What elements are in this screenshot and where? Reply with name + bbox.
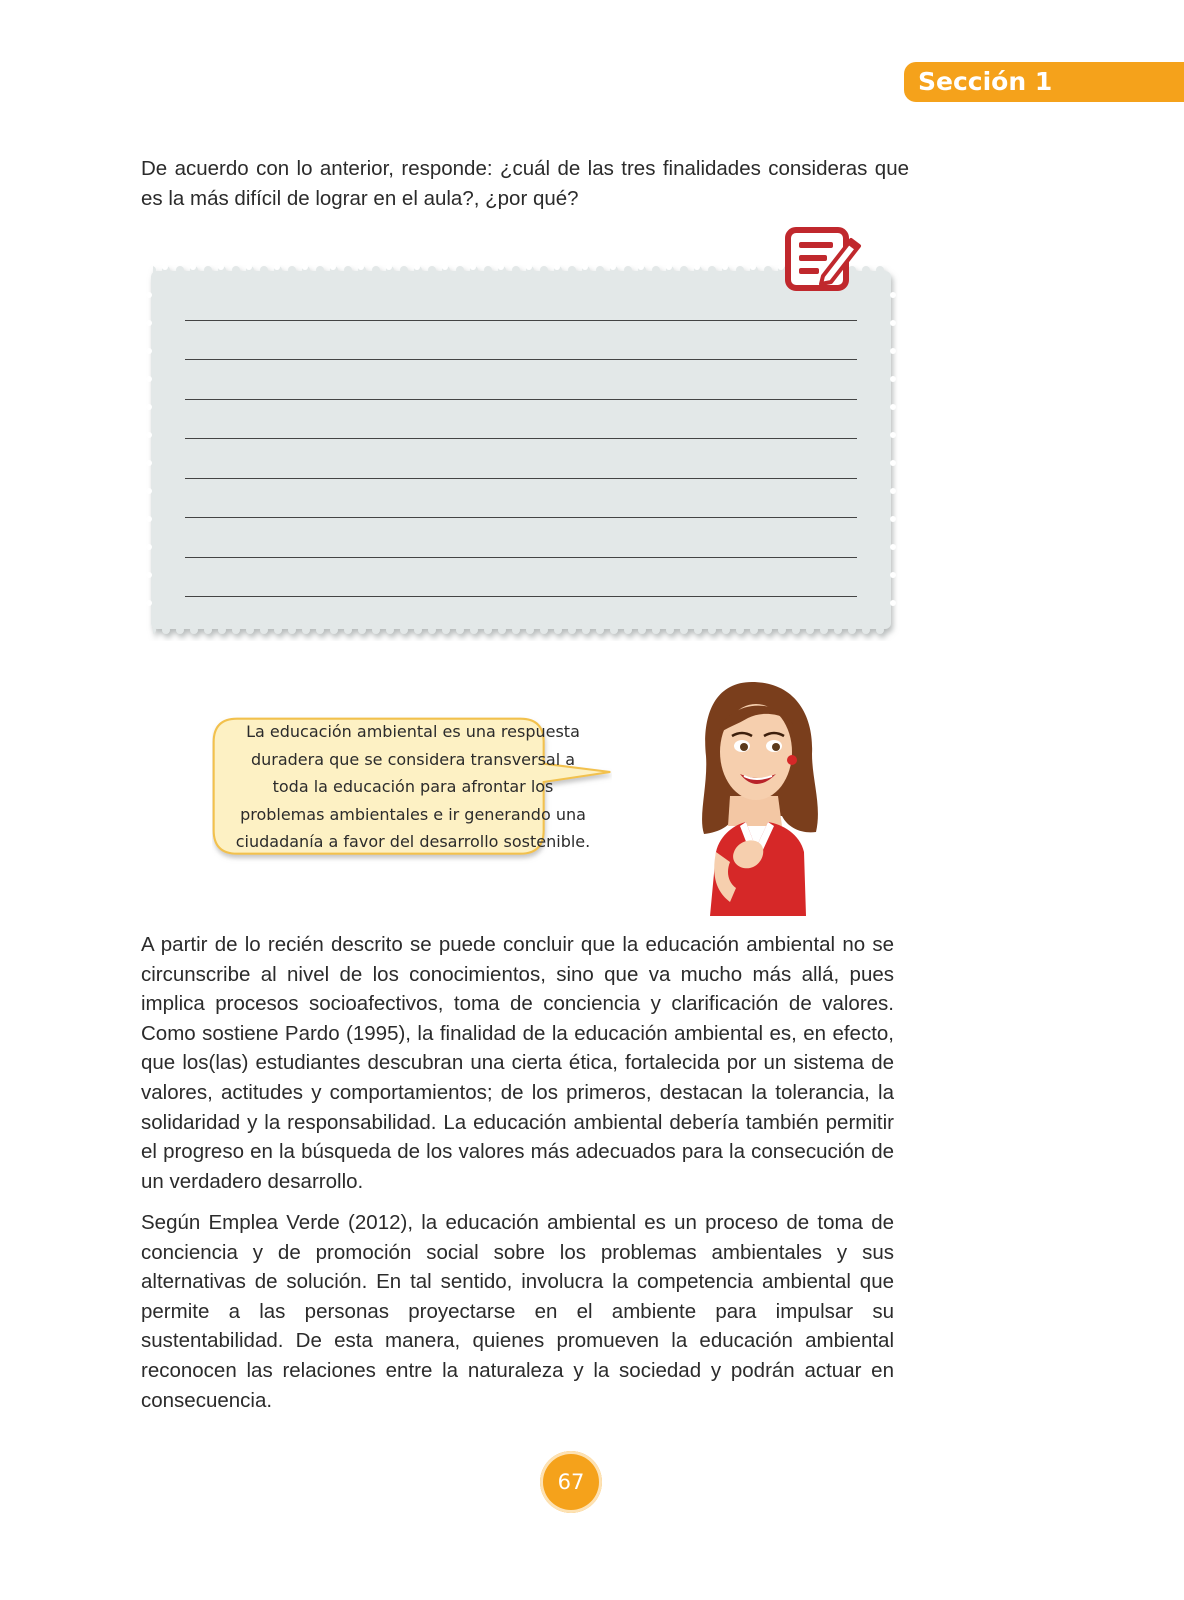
- answer-line: [185, 557, 857, 558]
- section-label: Sección 1: [918, 67, 1053, 96]
- answer-box-frame: [145, 265, 905, 641]
- section-tab: [904, 62, 1184, 102]
- question-prompt: De acuerdo con lo anterior, responde: ¿cuál de las tres finalidades consideras que es la más difícil de lograr en el aula?, ¿por qué?: [141, 157, 909, 210]
- answer-line: [185, 320, 857, 321]
- speech-bubble-text: La educación ambiental es una respuesta duradera que se considera transversal a toda la educación para afrontar los problemas ambientales e ir generando una ciudadanía a favor del desarrollo sostenible.: [235, 722, 591, 851]
- body-paragraph-2: Según Emplea Verde (2012), la educación ambiental es un proceso de toma de conciencia y de promoción social sobre los problemas ambientales y sus alternativas de solución. En tal sentido, involucra la competencia ambiental que permite a las personas proyectarse en el ambiente para impulsar su sustentabilidad. De esta manera, quienes promueven la educación ambiental reconocen las relaciones entre la naturaleza y la sociedad y podrán actuar en consecuencia.: [141, 1211, 894, 1412]
- page-number: 67: [557, 1470, 585, 1494]
- teacher-character-illustration: [690, 676, 825, 916]
- answer-line: [185, 359, 857, 360]
- answer-line: [185, 517, 857, 518]
- answer-line: [185, 596, 857, 597]
- answer-box[interactable]: [145, 265, 905, 641]
- edit-note-icon: [785, 226, 865, 292]
- body-paragraph-1: A partir de lo recién descrito se puede concluir que la educación ambiental no se circunscribe al nivel de los conocimientos, sino que va mucho más allá, pues implica procesos socioafectivos, toma de conciencia y clarificación de valores. Como sostiene Pardo (1995), la finalidad de la educación ambiental es, en efecto, que los(las) estudiantes descubran una cierta ética, fortalecida por un sistema de valores, actitudes y comportamientos; de los primeros, destacan la tolerancia, la solidaridad y la responsabilidad. La educación ambiental debería también permitir el progreso en la búsqueda de los valores más adecuados para la consecución de un verdadero desarrollo.: [141, 933, 894, 1193]
- answer-line: [185, 478, 857, 479]
- page-number-badge: [540, 1451, 602, 1513]
- answer-line: [185, 438, 857, 439]
- answer-line: [185, 399, 857, 400]
